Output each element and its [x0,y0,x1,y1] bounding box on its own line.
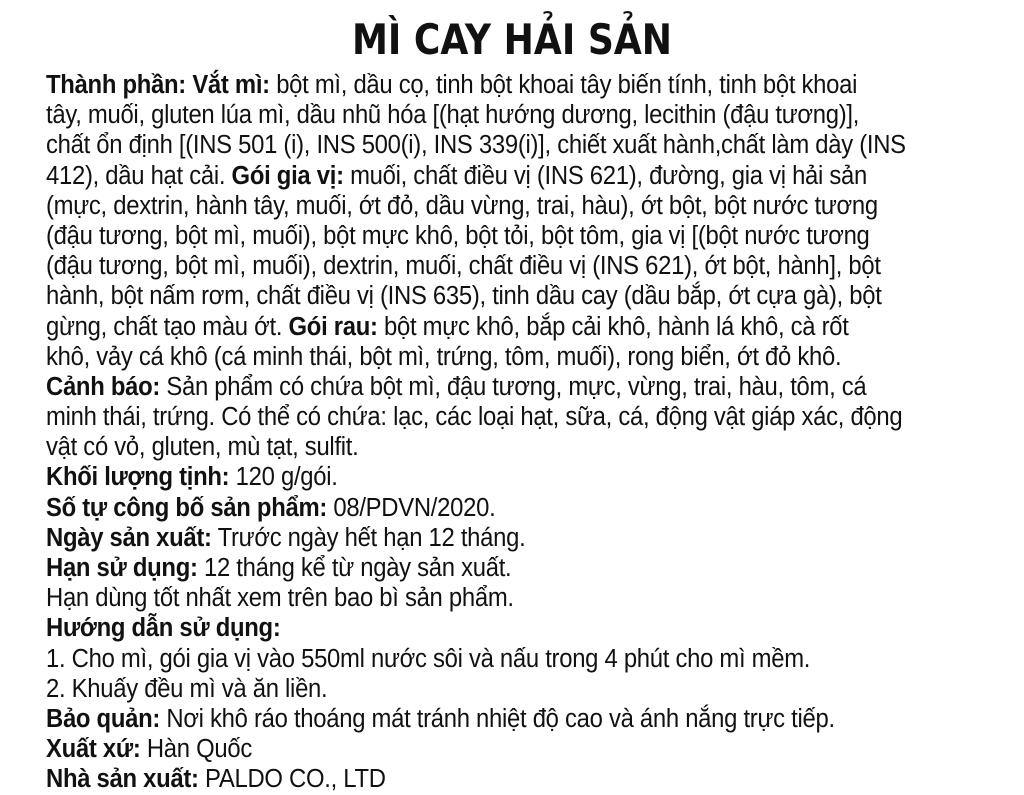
instruction-step-1: 1. Cho mì, gói gia vị vào 550ml nước sôi và nấu trong 4 phút cho mì mềm. [46,644,811,673]
storage-label: Bảo quản: [46,704,161,733]
manufacturer-value: PALDO CO., LTD [198,765,386,794]
manufacturer-line [46,764,981,794]
declaration-line [46,493,981,523]
ingredients-line-6: (đậu tương, bột mì, muối), bột mực khô, bột tỏi, bột tôm, gia vị [(bột nước tương [46,221,870,250]
seasoning-label: Gói gia vị: [231,161,344,190]
ingredients-line-8: hành, bột nấm rơm, chất điều vị (INS 635), tinh dầu cay (dầu bắp, ớt cựa gà), bột [46,282,882,311]
ingredients-line-9 [46,312,981,342]
expiry-note: Hạn dùng tốt nhất xem trên bao bì sản phẩm. [46,584,514,613]
storage-line [46,704,981,734]
declaration-label: Số tự công bố sản phẩm: [46,493,328,522]
veg-text: bột mực khô, bắp cải khô, hành lá khô, cà rốt [377,312,849,341]
ingredients-line-7: (đậu tương, bột mì, muối), dextrin, muối, chất điều vị (INS 621), ớt bột, hành], bột [46,252,881,281]
ingredients-line-3: chất ổn định [(INS 501 (i), INS 500(i), INS 339(i)], chiết xuất hành,chất làm dày (INS [46,131,906,160]
net-weight-value: 120 g/gói. [229,463,338,492]
warning-line-1 [46,372,981,402]
instructions-label: Hướng dẫn sử dụng: [46,614,281,643]
ingredients-line-4 [46,161,981,191]
manufacture-date-value: Trước ngày hết hạn 12 tháng. [211,523,526,552]
veg-label: Gói rau: [288,312,378,341]
ingredients-line-10: khô, vảy cá khô (cá minh thái, bột mì, trứng, tôm, muối), rong biển, ớt đỏ khô. [46,342,842,371]
manufacture-date-label: Ngày sản xuất: [46,523,212,552]
expiry-label: Hạn sử dụng: [46,554,198,582]
storage-value: Nơi khô ráo thoáng mát tránh nhiệt độ cao và ánh nắng trực tiếp. [160,704,835,733]
declaration-value: 08/PDVN/2020. [327,493,496,522]
warning-label: Cảnh báo: [46,372,161,401]
manufacture-date-line [46,523,981,553]
origin-value: Hàn Quốc [140,735,252,764]
label-body [46,70,981,795]
manufacturer-label: Nhà sản xuất: [46,765,199,794]
net-weight-label: Khối lượng tịnh: [46,463,230,492]
origin-label: Xuất xứ: [46,735,141,764]
ingredients-line-1 [46,70,981,100]
seasoning-text-end: gừng, chất tạo màu ớt. [46,312,283,341]
seasoning-text: muối, chất điều vị (INS 621), đường, gia vị hải sản [343,161,868,190]
net-weight-line [46,462,981,492]
ingredients-label: Thành phần: [46,71,186,99]
noodle-text-end: 412), dầu hạt cải. [46,161,226,190]
noodle-text: bột mì, dầu cọ, tinh bột khoai tây biến tính, tinh bột khoai [269,71,858,99]
origin-line [46,734,981,764]
expiry-line [46,553,981,583]
warning-line-3: vật có vỏ, gluten, mù tạt, sulfit. [46,433,359,462]
ingredients-line-2: tây, muối, gluten lúa mì, dầu nhũ hóa [(hạt hướng dương, lecithin (đậu tương)], [46,101,860,130]
noodle-label: Vắt mì: [192,71,270,99]
warning-text: Sản phẩm có chứa bột mì, đậu tương, mực, vừng, trai, hàu, tôm, cá [160,372,867,401]
warning-line-2: minh thái, trứng. Có thể có chứa: lạc, các loại hạt, sữa, cá, động vật giáp xác, động [46,403,903,432]
expiry-value: 12 tháng kể từ ngày sản xuất. [197,554,512,582]
product-title: MÌ CAY HẢI SẢN [351,15,673,64]
instruction-step-2: 2. Khuấy đều mì và ăn liền. [46,674,328,703]
ingredients-line-5: (mực, dextrin, hành tây, muối, ớt đỏ, dầu vừng, trai, hàu), ớt bột, bột nước tương [46,191,878,220]
